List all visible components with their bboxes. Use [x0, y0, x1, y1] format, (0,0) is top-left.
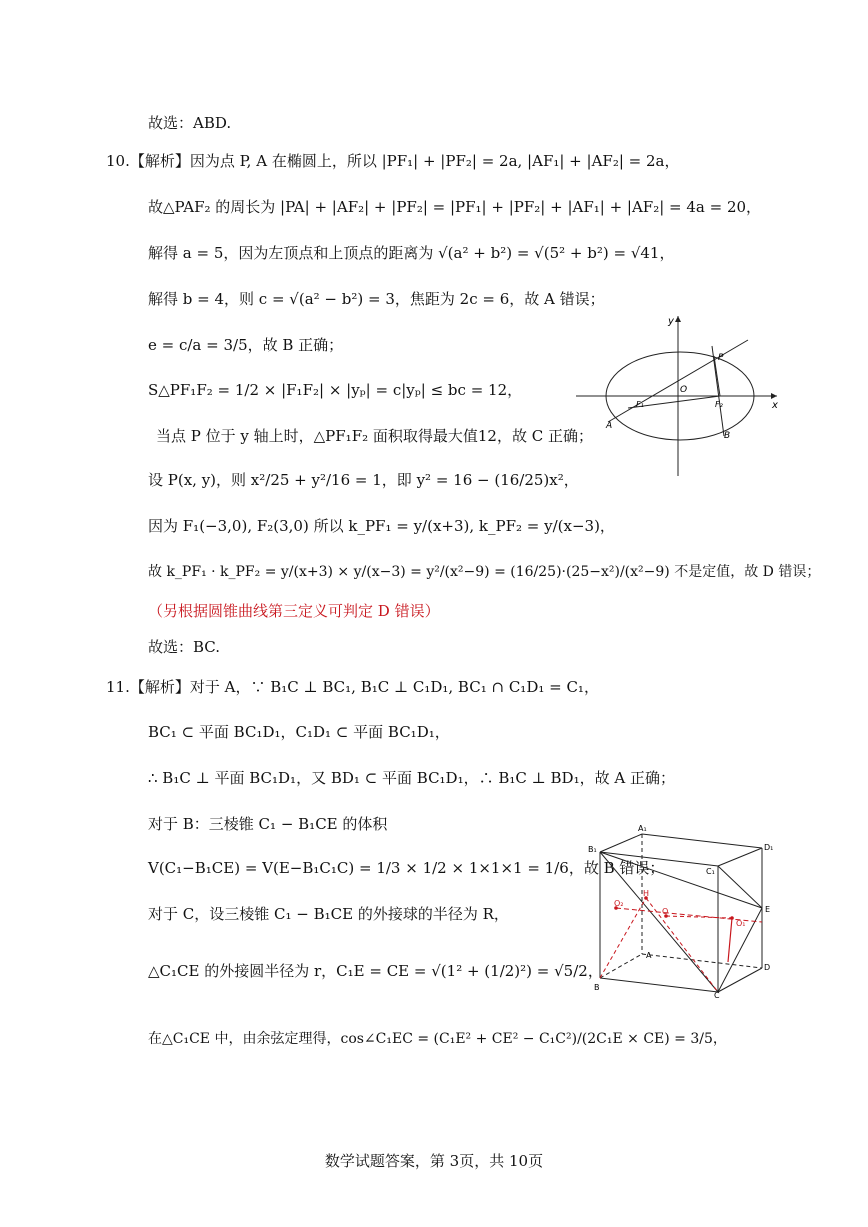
point-O1 — [730, 916, 734, 920]
label-A: A — [606, 421, 613, 431]
q10-line-8: 设 P(x, y)，则 x²/25 + y²/16 = 1，即 y² = 16 − (16/25)x²， — [148, 471, 579, 489]
edge-B1A1 — [600, 834, 642, 852]
q11-line-4: 对于 B：三棱锥 C₁ − B₁CE 的体积 — [148, 815, 388, 833]
q10-line-7: 当点 P 位于 y 轴上时，△PF₁F₂ 面积取得最大值12，故 C 正确； — [156, 427, 593, 445]
label-A: A — [646, 951, 652, 960]
answer-10: 故选：BC. — [148, 638, 221, 656]
q11-line-5: V(C₁−B₁CE) = V(E−B₁C₁C) = 1/3 × 1/2 × 1×1×1 = 1/6，故 B 错误； — [148, 859, 665, 877]
label-E: E — [765, 905, 771, 914]
label-C1: C₁ — [706, 867, 715, 876]
y-axis-arrow — [675, 316, 681, 322]
label-C: C — [714, 991, 720, 998]
label-B1: B₁ — [588, 845, 597, 854]
label-B: B — [594, 983, 600, 992]
x-axis-arrow — [771, 393, 777, 399]
q10-line-10: 故 k_PF₁ · k_PF₂ = y/(x+3) × y/(x−3) = y²/(x²−9) = (16/25)·(25−x²)/(x²−9) 不是定值，故 D 错误； — [148, 564, 821, 580]
edge-BA — [600, 954, 642, 978]
q11-line-1: 11.【解析】对于 A，∵ B₁C ⊥ BC₁, B₁C ⊥ C₁D₁, BC₁ ∩ C₁D₁ = C₁， — [106, 678, 599, 696]
q10-line-9: 因为 F₁(−3,0), F₂(3,0) 所以 k_PF₁ = y/(x+3), k_PF₂ = y/(x−3)， — [148, 517, 615, 535]
label-B: B — [724, 431, 731, 441]
label-H: H — [643, 889, 650, 898]
label-O: O — [680, 385, 688, 395]
q10-line-2: 故△PAF₂ 的周长为 |PA| + |AF₂| + |PF₂| = |PF₁| + |PF₂| + |AF₁| + |AF₂| = 4a = 20， — [148, 198, 762, 216]
edge-A1D1 — [642, 834, 762, 848]
answer-10-prev: 故选：ABD. — [148, 114, 232, 132]
edge-BC — [600, 978, 718, 992]
cube-figure — [586, 822, 782, 998]
q10-line-1: 10.【解析】因为点 P, A 在椭圆上，所以 |PF₁| + |PF₂| = 2a, |AF₁| + |AF₂| = 2a， — [106, 152, 680, 170]
line-O1-red — [728, 918, 732, 962]
label-F2: F₂ — [715, 400, 723, 409]
label-O1: O₁ — [736, 919, 746, 928]
q11-line-2: BC₁ ⊂ 平面 BC₁D₁，C₁D₁ ⊂ 平面 BC₁D₁， — [148, 723, 450, 741]
label-A1: A₁ — [638, 824, 647, 833]
q10-note: （另根据圆锥曲线第三定义可判定 D 错误） — [148, 602, 440, 620]
edge-B1E — [600, 852, 762, 908]
edge-C1E — [718, 866, 762, 908]
ellipse-figure — [572, 312, 784, 482]
label-O: O — [662, 907, 669, 916]
label-O2: O₂ — [614, 899, 624, 908]
label-y: y — [668, 316, 674, 327]
line-H-C — [646, 898, 718, 992]
label-D: D — [764, 963, 771, 972]
q11-line-6: 对于 C，设三棱锥 C₁ − B₁CE 的外接球的半径为 R， — [148, 905, 509, 923]
label-F1: F₁ — [636, 400, 644, 409]
q11-line-3: ∴ B₁C ⊥ 平面 BC₁D₁，又 BD₁ ⊂ 平面 BC₁D₁，∴ B₁C ⊥ BD₁，故 A 正确； — [148, 769, 675, 787]
edge-AD — [642, 954, 762, 968]
label-D1: D₁ — [764, 843, 774, 852]
q10-line-3: 解得 a = 5，因为左顶点和上顶点的距离为 √(a² + b²) = √(5² + b²) = √41， — [148, 244, 675, 262]
q10-line-6: S△PF₁F₂ = 1/2 × |F₁F₂| × |yₚ| = c|yₚ| ≤ bc = 12， — [148, 381, 523, 399]
q10-line-4: 解得 b = 4，则 c = √(a² − b²) = 3，焦距为 2c = 6，故 A 错误； — [148, 290, 605, 308]
line-B-H — [600, 898, 646, 978]
q11-line-8: 在△C₁CE 中，由余弦定理得，cos∠C₁EC = (C₁E² + CE² − C₁C²)/(2C₁E × CE) = 3/5， — [148, 1031, 727, 1047]
page-footer: 数学试题答案，第 3页，共 10页 — [324, 1152, 544, 1170]
edge-B1C1 — [600, 852, 718, 866]
q10-line-5: e = c/a = 3/5，故 B 正确； — [148, 336, 344, 354]
label-P: P — [718, 353, 724, 363]
label-x: x — [772, 400, 778, 411]
edge-B1C — [600, 852, 718, 992]
q11-line-7: △C₁CE 的外接圆半径为 r，C₁E = CE = √(1² + (1/2)²) = √5/2， — [148, 962, 603, 980]
edge-C1D1 — [718, 848, 762, 866]
